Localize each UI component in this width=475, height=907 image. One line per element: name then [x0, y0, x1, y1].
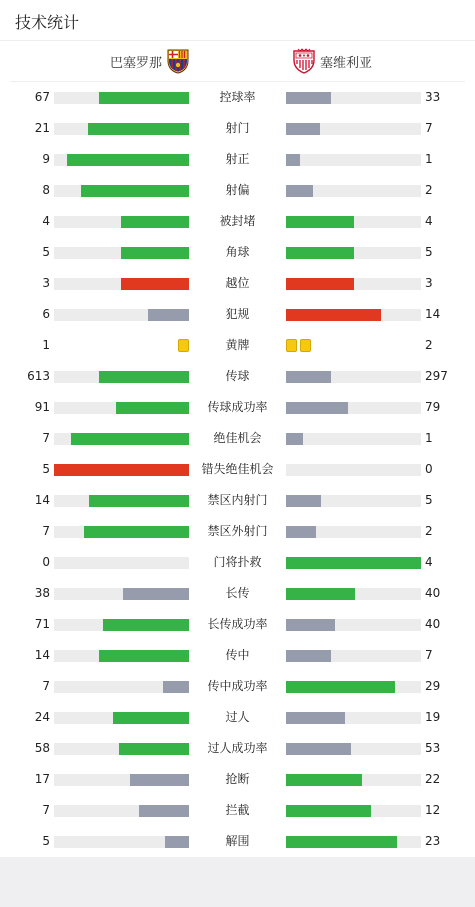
away-bar-track [286, 371, 421, 383]
home-team[interactable] [110, 48, 190, 74]
home-bar-fill [103, 619, 189, 631]
home-bar-track [54, 433, 189, 445]
home-bar-track [54, 619, 189, 631]
home-bar-fill [88, 123, 189, 135]
away-bar-fill [286, 557, 421, 569]
stat-row [0, 423, 475, 454]
home-value: 4 [42, 214, 50, 228]
home-value: 3 [42, 276, 50, 290]
home-bar-track [54, 123, 189, 135]
stat-row [0, 733, 475, 764]
home-bar-track [54, 650, 189, 662]
yellow-card-icon [300, 339, 311, 352]
stat-label: 长传成功率 [207, 617, 268, 631]
stat-row [0, 578, 475, 609]
stat-row [0, 454, 475, 485]
away-bar-track [286, 495, 421, 507]
stat-row [0, 113, 475, 144]
home-bar-track [54, 247, 189, 259]
away-yellow-cards [286, 339, 311, 353]
away-value: 1 [425, 431, 433, 445]
stat-row [0, 361, 475, 392]
stat-label: 射门 [225, 121, 250, 135]
away-value: 23 [425, 834, 441, 848]
home-value: 7 [42, 431, 50, 445]
away-bar-fill [286, 495, 321, 507]
away-bar-track [286, 92, 421, 104]
away-bar-track [286, 619, 421, 631]
away-bar-fill [286, 712, 345, 724]
away-bar-track [286, 650, 421, 662]
home-bar-track [54, 309, 189, 321]
stat-row [0, 330, 475, 361]
away-value: 0 [425, 462, 433, 476]
home-value: 38 [34, 586, 50, 600]
away-bar-fill [286, 836, 397, 848]
home-value: 14 [34, 493, 50, 507]
home-value: 58 [34, 741, 50, 755]
home-bar-track [54, 371, 189, 383]
stat-row [0, 702, 475, 733]
home-bar-fill [99, 650, 189, 662]
away-bar-fill [286, 526, 316, 538]
stat-label: 长传 [225, 586, 250, 600]
home-bar-fill [121, 278, 189, 290]
away-value: 19 [425, 710, 441, 724]
stat-row [0, 640, 475, 671]
away-value: 79 [425, 400, 441, 414]
away-bar-track [286, 433, 421, 445]
home-bar-fill [139, 805, 189, 817]
home-bar-track [54, 216, 189, 228]
stat-row [0, 299, 475, 330]
away-bar-fill [286, 402, 348, 414]
stat-label: 越位 [225, 276, 250, 290]
home-bar-track [54, 712, 189, 724]
home-bar-fill [67, 154, 189, 166]
home-bar-fill [121, 247, 189, 259]
away-value: 53 [425, 741, 441, 755]
away-bar-fill [286, 123, 320, 135]
away-bar-fill [286, 650, 331, 662]
home-bar-fill [54, 464, 189, 476]
home-bar-fill [99, 92, 189, 104]
stat-row [0, 609, 475, 640]
stat-row [0, 175, 475, 206]
sevilla-crest-icon [292, 48, 316, 74]
stat-label: 犯规 [225, 307, 250, 321]
home-value: 71 [34, 617, 50, 631]
away-bar-track [286, 216, 421, 228]
stat-label: 门将扑救 [213, 555, 262, 569]
away-value: 4 [425, 555, 433, 569]
stat-label: 传球 [225, 369, 250, 383]
home-bar-fill [123, 588, 189, 600]
home-bar-fill [148, 309, 189, 321]
away-team-name: 塞维利亚 [320, 55, 373, 71]
away-value: 1 [425, 152, 433, 166]
away-bar-track [286, 154, 421, 166]
away-value: 5 [425, 493, 433, 507]
home-bar-fill [99, 371, 189, 383]
stat-label: 射正 [225, 152, 250, 166]
away-bar-fill [286, 805, 371, 817]
home-bar-track [54, 836, 189, 848]
stat-label: 过人 [225, 710, 250, 724]
yellow-card-icon [286, 339, 297, 352]
home-value: 8 [42, 183, 50, 197]
home-bar-fill [119, 743, 189, 755]
away-bar-track [286, 836, 421, 848]
away-bar-fill [286, 371, 331, 383]
home-value: 5 [42, 245, 50, 259]
barcelona-crest-icon [166, 48, 190, 74]
away-value: 297 [425, 369, 448, 383]
home-bar-track [54, 185, 189, 197]
away-value: 2 [425, 524, 433, 538]
stat-label: 解围 [225, 834, 250, 848]
away-value: 22 [425, 772, 441, 786]
away-bar-fill [286, 681, 395, 693]
stat-label: 传球成功率 [207, 400, 268, 414]
away-value: 3 [425, 276, 433, 290]
away-bar-fill [286, 774, 362, 786]
home-bar-track [54, 588, 189, 600]
away-bar-fill [286, 309, 381, 321]
home-bar-fill [84, 526, 189, 538]
stat-row [0, 206, 475, 237]
away-bar-track [286, 712, 421, 724]
away-bar-fill [286, 216, 354, 228]
home-value: 1 [42, 338, 50, 352]
home-bar-fill [89, 495, 189, 507]
home-bar-fill [81, 185, 189, 197]
away-value: 40 [425, 586, 441, 600]
stat-row [0, 764, 475, 795]
stat-label: 控球率 [219, 90, 256, 104]
home-bar-track [54, 557, 189, 569]
stat-row [0, 144, 475, 175]
home-bar-track [54, 495, 189, 507]
stat-row [0, 82, 475, 113]
home-team-name: 巴塞罗那 [109, 55, 162, 71]
away-bar-track [286, 805, 421, 817]
stat-row [0, 485, 475, 516]
away-bar-fill [286, 433, 303, 445]
home-value: 17 [34, 772, 50, 786]
home-value: 21 [34, 121, 50, 135]
away-bar-track [286, 743, 421, 755]
stat-label: 错失绝佳机会 [201, 462, 274, 476]
away-bar-fill [286, 619, 335, 631]
away-bar-track [286, 464, 421, 476]
home-value: 5 [42, 834, 50, 848]
home-value: 0 [42, 555, 50, 569]
home-bar-fill [130, 774, 189, 786]
stat-label: 过人成功率 [207, 741, 268, 755]
away-bar-fill [286, 154, 300, 166]
away-value: 5 [425, 245, 433, 259]
stat-row [0, 516, 475, 547]
stat-label: 角球 [225, 245, 250, 259]
stat-label: 黄牌 [225, 338, 250, 352]
away-bar-track [286, 774, 421, 786]
away-bar-fill [286, 185, 313, 197]
home-value: 7 [42, 803, 50, 817]
home-value: 9 [42, 152, 50, 166]
away-bar-track [286, 185, 421, 197]
stat-row [0, 826, 475, 857]
home-bar-track [54, 681, 189, 693]
stat-row [0, 671, 475, 702]
stat-label: 传中成功率 [207, 679, 268, 693]
home-value: 7 [42, 524, 50, 538]
home-bar-track [54, 154, 189, 166]
away-bar-fill [286, 588, 355, 600]
away-bar-track [286, 526, 421, 538]
away-bar-track [286, 123, 421, 135]
home-bar-fill [165, 836, 189, 848]
away-value: 4 [425, 214, 433, 228]
stat-label: 抢断 [225, 772, 250, 786]
away-value: 7 [425, 121, 433, 135]
home-bar-fill [121, 216, 189, 228]
home-value: 14 [34, 648, 50, 662]
stat-row [0, 392, 475, 423]
home-value: 6 [42, 307, 50, 321]
away-value: 2 [425, 183, 433, 197]
home-bar-track [54, 526, 189, 538]
away-bar-fill [286, 743, 351, 755]
home-value: 91 [34, 400, 50, 414]
stat-row [0, 547, 475, 578]
away-value: 14 [425, 307, 441, 321]
home-bar-track [54, 805, 189, 817]
stat-label: 被封堵 [219, 214, 256, 228]
divider [0, 40, 475, 41]
away-value: 2 [425, 338, 433, 352]
home-value: 24 [34, 710, 50, 724]
stat-label: 禁区外射门 [207, 524, 268, 538]
away-bar-track [286, 402, 421, 414]
away-bar-track [286, 681, 421, 693]
away-bar-track [286, 588, 421, 600]
yellow-card-icon [178, 339, 189, 352]
home-bar-fill [163, 681, 189, 693]
home-value: 5 [42, 462, 50, 476]
home-bar-track [54, 92, 189, 104]
home-bar-fill [116, 402, 189, 414]
page-title: 技术统计 [15, 13, 80, 32]
home-value: 67 [34, 90, 50, 104]
stat-label: 拦截 [225, 803, 250, 817]
stat-row [0, 795, 475, 826]
home-yellow-cards [178, 339, 189, 353]
away-value: 29 [425, 679, 441, 693]
home-value: 7 [42, 679, 50, 693]
away-value: 40 [425, 617, 441, 631]
home-bar-track [54, 278, 189, 290]
away-bar-track [286, 557, 421, 569]
home-bar-track [54, 402, 189, 414]
stat-label: 射偏 [225, 183, 250, 197]
stat-row [0, 268, 475, 299]
away-value: 33 [425, 90, 441, 104]
stat-row [0, 237, 475, 268]
home-bar-fill [113, 712, 189, 724]
stat-label: 禁区内射门 [207, 493, 268, 507]
home-bar-fill [71, 433, 189, 445]
away-value: 12 [425, 803, 441, 817]
away-bar-fill [286, 247, 354, 259]
stat-label: 传中 [225, 648, 250, 662]
home-bar-track [54, 774, 189, 786]
home-value: 613 [27, 369, 50, 383]
away-bar-fill [286, 278, 354, 290]
home-bar-track [54, 743, 189, 755]
away-team[interactable] [292, 48, 372, 74]
stat-label: 绝佳机会 [213, 431, 262, 445]
away-value: 7 [425, 648, 433, 662]
home-bar-track [54, 464, 189, 476]
away-bar-track [286, 278, 421, 290]
away-bar-fill [286, 92, 331, 104]
away-bar-track [286, 309, 421, 321]
away-bar-track [286, 247, 421, 259]
